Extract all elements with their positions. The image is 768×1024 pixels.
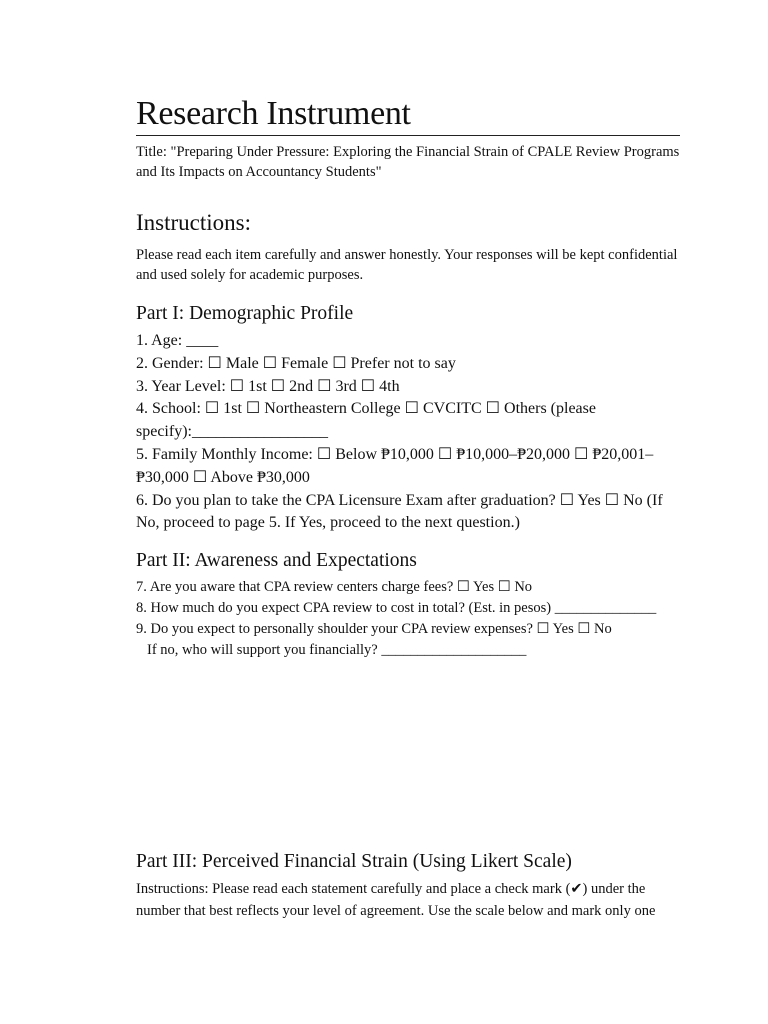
question-expected-cost: 8. How much do you expect CPA review to cost in total? (Est. in pesos) ______________ — [136, 600, 657, 617]
part3-heading: Part III: Perceived Financial Strain (Using Likert Scale) — [136, 851, 572, 872]
research-title: Title: "Preparing Under Pressure: Exploring the Financial Strain of CPALE Review Programs and Its Impacts on Accountancy Students" — [136, 144, 680, 180]
part2-items — [136, 577, 680, 661]
question-gender: 2. Gender: ☐ Male ☐ Female ☐ Prefer not to say — [136, 354, 456, 372]
part3-instructions: Instructions: Please read each statement carefully and place a check mark (✔) under the number that best reflects your level of agreement. Use the scale below and mark only one — [136, 881, 656, 919]
document-heading: Research Instrument — [136, 94, 680, 136]
part1-heading: Part I: Demographic Profile — [136, 303, 354, 324]
part2-heading: Part II: Awareness and Expectations — [136, 550, 417, 572]
question-school: 4. School: ☐ 1st ☐ Northeastern College ☐ CVCITC ☐ Others (please specify):_________________ — [136, 400, 596, 441]
question-support-followup: If no, who will support you financially? ____________________ — [147, 642, 527, 659]
question-shoulder-expenses: 9. Do you expect to personally shoulder your CPA review expenses? ☐ Yes ☐ No — [136, 621, 612, 638]
part3-section — [136, 850, 680, 922]
part1-items — [136, 330, 680, 535]
document-page — [136, 94, 680, 919]
question-awareness-fees: 7. Are you aware that CPA review centers charge fees? ☐ Yes ☐ No — [136, 579, 533, 596]
question-age: 1. Age: ____ — [136, 332, 219, 349]
question-family-income: 5. Family Monthly Income: ☐ Below ₱10,000 ☐ ₱10,000–₱20,000 ☐ ₱20,001–₱30,000 ☐ Above ₱30,000 — [136, 445, 654, 486]
instructions-heading: Instructions: — [136, 210, 251, 235]
instructions-text: Please read each item carefully and answer honestly. Your responses will be kept confidential and used solely for academic purposes. — [136, 247, 678, 283]
question-cpa-plan: 6. Do you plan to take the CPA Licensure Exam after graduation? ☐ Yes ☐ No (If No, proceed to page 5. If Yes, proceed to the next question.) — [136, 491, 663, 532]
question-year-level: 3. Year Level: ☐ 1st ☐ 2nd ☐ 3rd ☐ 4th — [136, 377, 400, 395]
